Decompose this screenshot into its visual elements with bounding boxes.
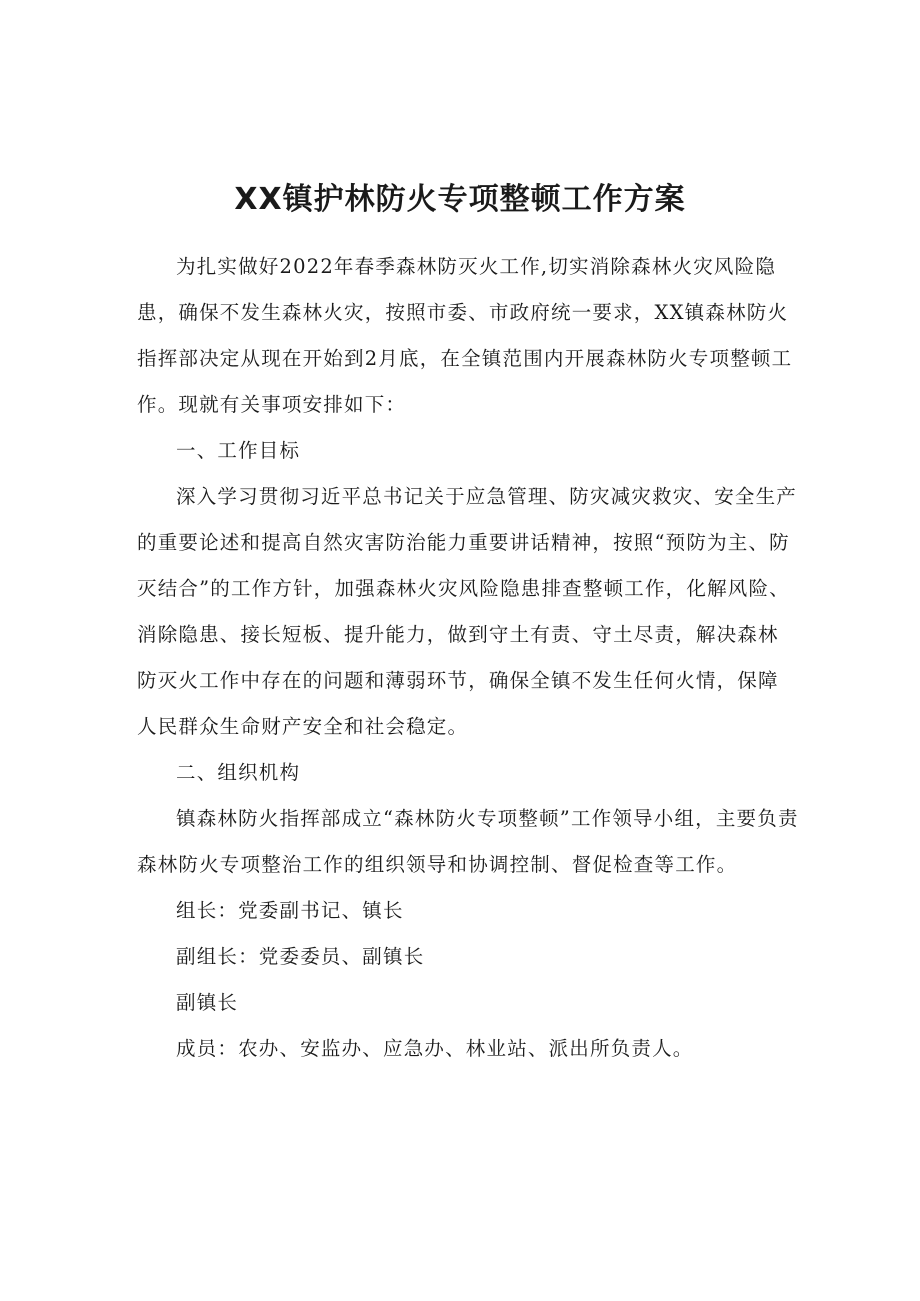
document-body (137, 244, 799, 1065)
heading-work-goal: 一、工作目标 (176, 439, 301, 462)
group-leader: 组长：党委副书记、镇长 (176, 899, 404, 922)
paragraph-work-goal: 深入学习贯彻习近平总书记关于应急管理、防灾减灾救灾、安全生产的重要论述和提高自然灾害防治能力重要讲话精神，按照“预防为主、防灭结合”的工作方针，加强森林火灾风险隐患排查整顿工作，化解风险、消除隐患、接长短板、提升能力，做到守土有责、守土尽责，解决森林防灭火工作中存在的问题和薄弱环节，确保全镇不发生任何火情，保障人民群众生命财产安全和社会稳定。 (137, 485, 798, 738)
document-title: XX镇护林防火专项整顿工作方案 (234, 182, 686, 217)
paragraph-intro: 为扎实做好2022年春季森林防灭火工作,切实消除森林火灾风险隐患，确保不发生森林火灾，按照市委、市政府统一要求，XX镇森林防火指挥部决定从现在开始到2月底，在全镇范围内开展森林防火专项整顿工作。现就有关事项安排如下： (137, 255, 793, 416)
heading-organization: 二、组织机构 (176, 761, 301, 784)
members: 成员：农办、安监办、应急办、林业站、派出所负责人。 (176, 1037, 694, 1060)
deputy-town-head: 副镇长 (176, 991, 239, 1014)
paragraph-organization: 镇森林防火指挥部成立“森林防火专项整顿”工作领导小组，主要负责森林防火专项整治工作的组织领导和协调控制、督促检查等工作。 (137, 807, 799, 876)
deputy-group-leader: 副组长：党委委员、副镇长 (176, 945, 425, 968)
